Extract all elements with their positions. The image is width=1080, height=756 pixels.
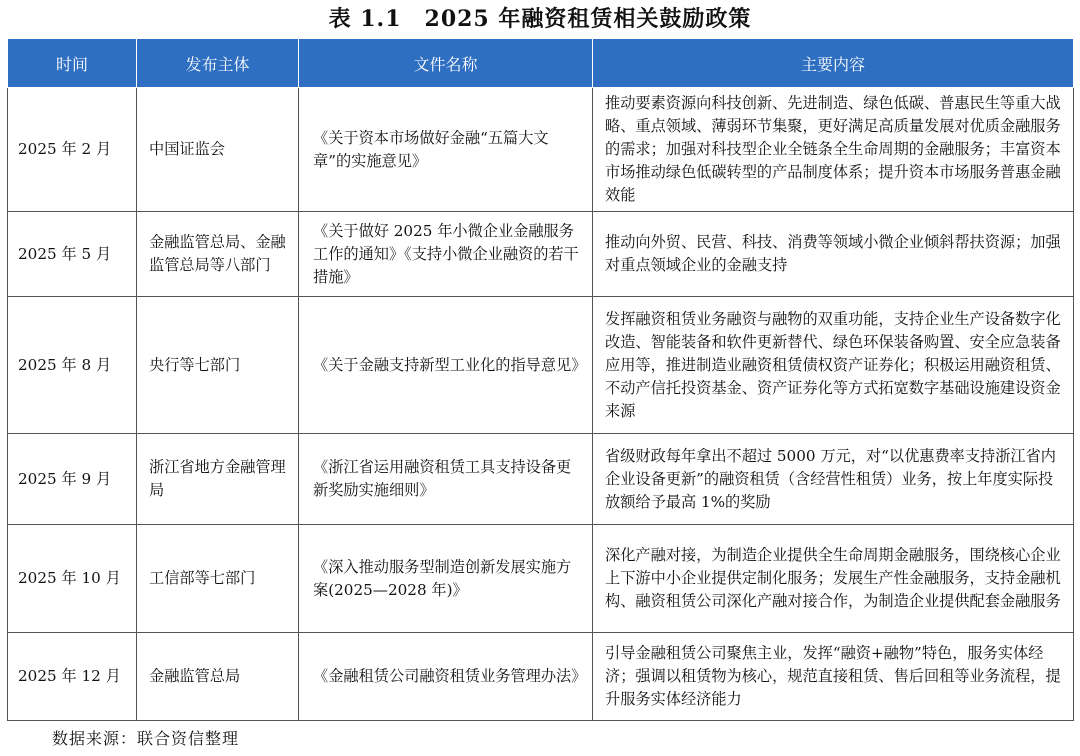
data-source-note: 数据来源：联合资信整理 bbox=[52, 729, 240, 748]
header-time: 时间 bbox=[8, 39, 137, 88]
cell-content: 推动要素资源向科技创新、先进制造、绿色低碳、普惠民生等重大战略、重点领域、薄弱环节集聚，更好满足高质量发展对优质金融服务的需求；加强对科技型企业全链条全生命周期的金融服务；丰富资本市场推动绿色低碳转型的产品制度体系；提升资本市场服务普惠金融效能 bbox=[593, 88, 1074, 212]
cell-issuer: 央行等七部门 bbox=[137, 297, 299, 434]
cell-time: 2025 年 12 月 bbox=[8, 633, 137, 721]
cell-document: 《浙江省运用融资租赁工具支持设备更新奖励实施细则》 bbox=[299, 434, 593, 525]
cell-content: 发挥融资租赁业务融资与融物的双重功能，支持企业生产设备数字化改造、智能装备和软件更新替代、绿色环保装备购置、安全应急装备应用等，推进制造业融资租赁债权资产证券化；积极运用融资租赁、不动产信托投资基金、资产证券化等方式拓宽数字基础设施建设资金来源 bbox=[593, 297, 1074, 434]
table-title: 表 1.1 2025 年融资租赁相关鼓励政策 bbox=[328, 6, 752, 32]
table-header-row bbox=[8, 39, 1074, 88]
table-row bbox=[8, 633, 1074, 721]
cell-document: 《关于做好 2025 年小微企业金融服务工作的通知》《支持小微企业融资的若干措施》 bbox=[299, 212, 593, 297]
table-row bbox=[8, 525, 1074, 633]
cell-content: 省级财政每年拿出不超过 5000 万元，对“以优惠费率支持浙江省内企业设备更新”的融资租赁（含经营性租赁）业务，按上年度实际投放额给予最高 1%的奖励 bbox=[593, 434, 1074, 525]
cell-issuer: 工信部等七部门 bbox=[137, 525, 299, 633]
header-document: 文件名称 bbox=[299, 39, 593, 88]
cell-time: 2025 年 8 月 bbox=[8, 297, 137, 434]
cell-content: 推动向外贸、民营、科技、消费等领域小微企业倾斜帮扶资源；加强对重点领域企业的金融支持 bbox=[593, 212, 1074, 297]
cell-time: 2025 年 5 月 bbox=[8, 212, 137, 297]
cell-content: 深化产融对接，为制造企业提供全生命周期金融服务，围绕核心企业上下游中小企业提供定制化服务；发展生产性金融服务，支持金融机构、融资租赁公司深化产融对接合作，为制造企业提供配套金融服务 bbox=[593, 525, 1074, 633]
cell-time: 2025 年 10 月 bbox=[8, 525, 137, 633]
cell-document: 《金融租赁公司融资租赁业务管理办法》 bbox=[299, 633, 593, 721]
header-issuer: 发布主体 bbox=[137, 39, 299, 88]
cell-content: 引导金融租赁公司聚焦主业，发挥“融资+融物”特色，服务实体经济；强调以租赁物为核心，规范直接租赁、售后回租等业务流程，提升服务实体经济能力 bbox=[593, 633, 1074, 721]
cell-issuer: 金融监管总局、金融监管总局等八部门 bbox=[137, 212, 299, 297]
header-content: 主要内容 bbox=[593, 39, 1074, 88]
cell-time: 2025 年 9 月 bbox=[8, 434, 137, 525]
cell-time: 2025 年 2 月 bbox=[8, 88, 137, 212]
cell-document: 《关于金融支持新型工业化的指导意见》 bbox=[299, 297, 593, 434]
cell-issuer: 中国证监会 bbox=[137, 88, 299, 212]
table-row bbox=[8, 212, 1074, 297]
cell-document: 《关于资本市场做好金融“五篇大文章”的实施意见》 bbox=[299, 88, 593, 212]
cell-issuer: 金融监管总局 bbox=[137, 633, 299, 721]
cell-issuer: 浙江省地方金融管理局 bbox=[137, 434, 299, 525]
table-row bbox=[8, 434, 1074, 525]
cell-document: 《深入推动服务型制造创新发展实施方案(2025—2028 年)》 bbox=[299, 525, 593, 633]
table-row bbox=[8, 88, 1074, 212]
table-row bbox=[8, 297, 1074, 434]
policy-table bbox=[7, 38, 1074, 721]
